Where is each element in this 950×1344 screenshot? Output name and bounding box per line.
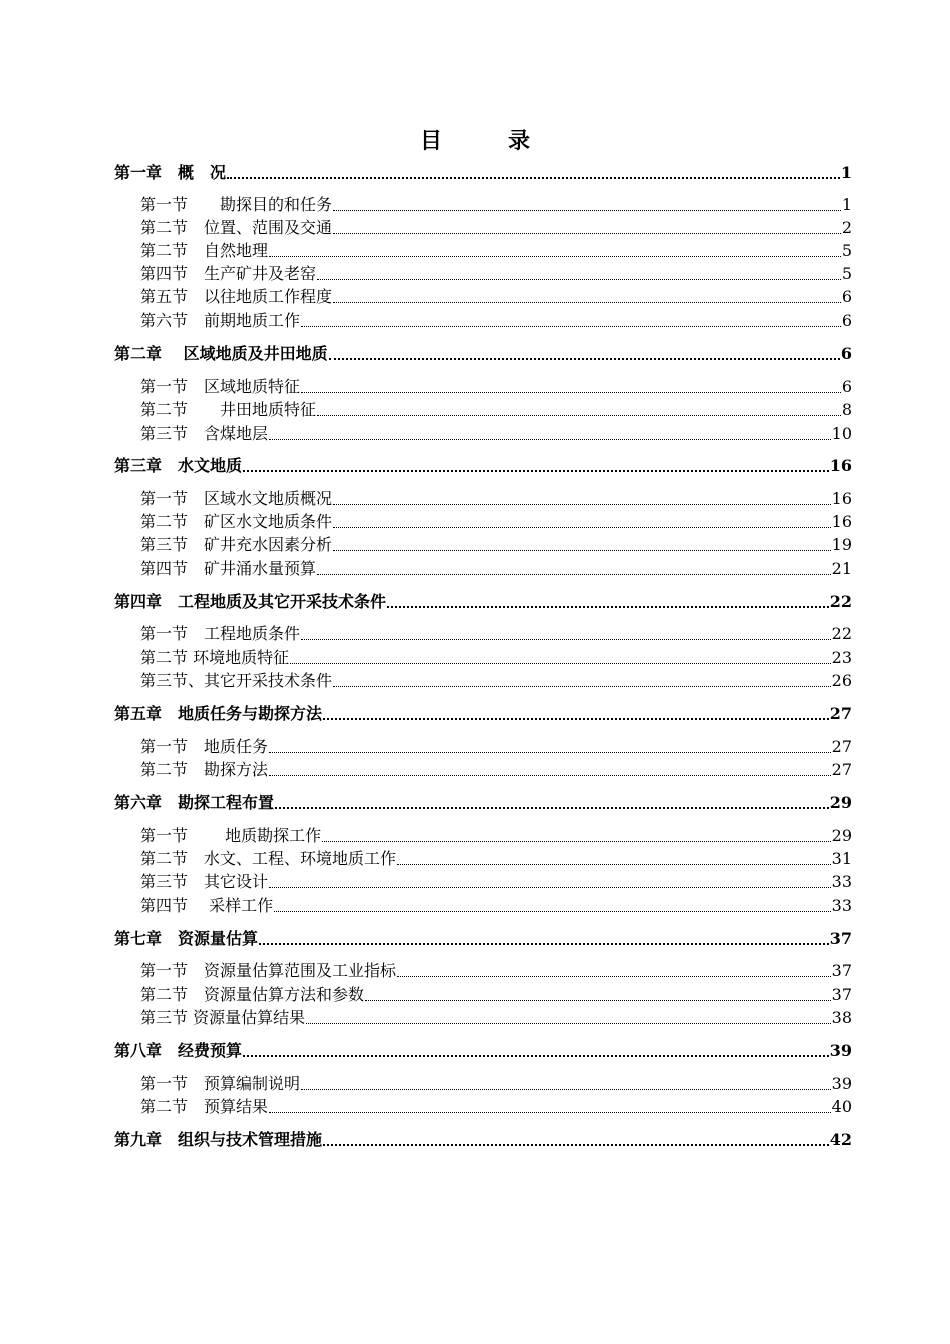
toc-entry-page-number: 16: [831, 489, 852, 508]
toc-section-entry[interactable]: [140, 759, 852, 781]
dot-leader: [243, 1054, 829, 1057]
dot-leader: [269, 438, 831, 440]
toc-section-entry[interactable]: [140, 895, 852, 917]
toc-entry-page-number: 33: [831, 896, 852, 915]
title-char-right: 录: [508, 128, 531, 154]
dot-leader: [333, 503, 831, 505]
toc-section-entry[interactable]: [140, 871, 852, 893]
toc-entry-label: 第一节 工程地质条件: [140, 624, 301, 643]
dot-leader: [269, 1111, 831, 1113]
toc-entry-label: 第二节 资源量估算方法和参数: [140, 985, 365, 1004]
toc-section-entry[interactable]: [140, 670, 852, 692]
toc-entry-label: 第一节 资源量估算范围及工业指标: [140, 961, 397, 980]
toc-entry-label: 第二节 环境地质特征: [140, 648, 290, 667]
toc-entry-label: 第七章 资源量估算: [114, 929, 259, 948]
dot-leader: [259, 942, 829, 945]
toc-entry-label: 第二章 区域地质及井田地质: [114, 344, 328, 363]
toc-section-entry[interactable]: [140, 960, 852, 982]
dot-leader: [243, 469, 829, 472]
dot-leader: [333, 209, 841, 211]
toc-section-entry[interactable]: [140, 511, 852, 533]
toc-section-entry[interactable]: [140, 217, 852, 239]
toc-entry-label: 第四章 工程地质及其它开采技术条件: [114, 592, 387, 611]
dot-leader: [333, 232, 841, 234]
toc-entry-label: 第八章 经费预算: [114, 1041, 243, 1060]
toc-entry-page-number: 31: [831, 849, 852, 868]
toc-entry-page-number: 6: [840, 344, 852, 363]
dot-leader: [306, 1022, 831, 1024]
toc-entry-page-number: 2: [841, 218, 852, 237]
toc-section-entry[interactable]: [140, 647, 852, 669]
toc-entry-label: 第六节 前期地质工作: [140, 311, 301, 330]
toc-entry-page-number: 37: [831, 985, 852, 1004]
toc-section-entry[interactable]: [140, 825, 852, 847]
toc-entry-label: 第二节 水文、工程、环境地质工作: [140, 849, 397, 868]
toc-entry-label: 第二节 矿区水文地质条件: [140, 512, 333, 531]
dot-leader: [333, 549, 831, 551]
dot-leader: [317, 414, 841, 416]
dot-leader: [387, 605, 829, 608]
toc-entry-page-number: 27: [831, 737, 852, 756]
toc-section-entry[interactable]: [140, 194, 852, 216]
dot-leader: [333, 301, 841, 303]
toc-entry-page-number: 29: [829, 793, 852, 812]
toc-entry-page-number: 39: [829, 1041, 852, 1060]
toc-entry-label: 第二节 勘探方法: [140, 760, 269, 779]
toc-section-entry[interactable]: [140, 240, 852, 262]
dot-leader: [227, 176, 840, 179]
toc-entry-page-number: 5: [841, 264, 852, 283]
dot-leader: [317, 278, 841, 280]
dot-leader: [317, 573, 831, 575]
toc-section-entry[interactable]: [140, 534, 852, 556]
toc-chapter-entry[interactable]: [114, 591, 852, 613]
dot-leader: [323, 717, 829, 720]
dot-leader: [333, 526, 831, 528]
toc-entry-label: 第三节 其它设计: [140, 872, 269, 891]
toc-section-entry[interactable]: [140, 488, 852, 510]
toc-entry-page-number: 37: [829, 929, 852, 948]
toc-entry-label: 第二节 位置、范围及交通: [140, 218, 333, 237]
toc-section-entry[interactable]: [140, 1073, 852, 1095]
toc-chapter-entry[interactable]: [114, 1040, 852, 1062]
toc-entry-page-number: 21: [831, 559, 852, 578]
toc-entry-page-number: 42: [829, 1130, 852, 1149]
toc-entry-label: 第五章 地质任务与勘探方法: [114, 704, 323, 723]
dot-leader: [269, 255, 841, 257]
dot-leader: [329, 357, 840, 360]
toc-entry-label: 第五节 以往地质工作程度: [140, 287, 333, 306]
dot-leader: [333, 685, 831, 687]
toc-section-entry[interactable]: [140, 376, 852, 398]
toc-entry-label: 第一节 区域水文地质概况: [140, 489, 333, 508]
dot-leader: [322, 840, 831, 842]
toc-entry-label: 第三节 资源量估算结果: [140, 1008, 306, 1027]
dot-leader: [269, 751, 831, 753]
toc-chapter-entry[interactable]: [114, 792, 852, 814]
toc-entry-page-number: 23: [831, 648, 852, 667]
toc-entry-label: 第一节 地质勘探工作: [140, 826, 322, 845]
toc-entry-label: 第三章 水文地质: [114, 456, 243, 475]
toc-section-entry[interactable]: [140, 1096, 852, 1118]
toc-entry-page-number: 27: [831, 760, 852, 779]
dot-leader: [269, 886, 831, 888]
toc-entry-page-number: 33: [831, 872, 852, 891]
toc-entry-label: 第三节、其它开采技术条件: [140, 671, 333, 690]
toc-chapter-entry[interactable]: [114, 928, 852, 950]
toc-entry-label: 第六章 勘探工程布置: [114, 793, 275, 812]
toc-entry-page-number: 26: [831, 671, 852, 690]
toc-section-entry[interactable]: [140, 984, 852, 1006]
dot-leader: [290, 662, 831, 664]
toc-chapter-entry[interactable]: [114, 1129, 852, 1151]
toc-entry-label: 第一节 勘探目的和任务: [140, 195, 333, 214]
toc-entry-label: 第三节 含煤地层: [140, 424, 269, 443]
toc-entry-page-number: 6: [841, 287, 852, 306]
title-char-left: 目: [419, 128, 442, 154]
dot-leader: [301, 638, 831, 640]
toc-entry-page-number: 16: [829, 456, 852, 475]
toc-section-entry[interactable]: [140, 263, 852, 285]
toc-entry-label: 第二节 预算结果: [140, 1097, 269, 1116]
toc-entry-label: 第三节 矿井充水因素分析: [140, 535, 333, 554]
toc-entry-page-number: 8: [841, 400, 852, 419]
toc-section-entry[interactable]: [140, 558, 852, 580]
toc-entry-page-number: 22: [829, 592, 852, 611]
toc-entry-page-number: 6: [841, 377, 852, 396]
page-title: [0, 126, 950, 156]
dot-leader: [269, 774, 831, 776]
toc-entry-label: 第四节 矿井涌水量预算: [140, 559, 317, 578]
toc-entry-label: 第二节 自然地理: [140, 241, 269, 260]
toc-entry-label: 第一节 区域地质特征: [140, 377, 301, 396]
toc-entry-page-number: 1: [840, 163, 852, 182]
dot-leader: [365, 999, 831, 1001]
toc-chapter-entry[interactable]: [114, 343, 852, 365]
toc-entry-page-number: 29: [831, 826, 852, 845]
toc-section-entry[interactable]: [140, 736, 852, 758]
toc-chapter-entry[interactable]: [114, 703, 852, 725]
toc-entry-page-number: 1: [841, 195, 852, 214]
dot-leader: [323, 1143, 829, 1146]
toc-entry-page-number: 10: [831, 424, 852, 443]
toc-entry-label: 第四节 生产矿井及老窑: [140, 264, 317, 283]
toc-entry-page-number: 38: [831, 1008, 852, 1027]
toc-entry-label: 第四节 采样工作: [140, 896, 274, 915]
toc-entry-page-number: 37: [831, 961, 852, 980]
toc-chapter-entry[interactable]: [114, 162, 852, 184]
toc-section-entry[interactable]: [140, 623, 852, 645]
toc-entry-label: 第二节 井田地质特征: [140, 400, 317, 419]
dot-leader: [397, 863, 831, 865]
toc-section-entry[interactable]: [140, 848, 852, 870]
toc-chapter-entry[interactable]: [114, 455, 852, 477]
dot-leader: [275, 806, 829, 809]
toc-entry-label: 第九章 组织与技术管理措施: [114, 1130, 323, 1149]
toc-entry-page-number: 16: [831, 512, 852, 531]
dot-leader: [397, 975, 831, 977]
dot-leader: [301, 1088, 831, 1090]
toc-entry-label: 第一章 概 况: [114, 163, 227, 182]
dot-leader: [274, 910, 831, 912]
toc-entry-page-number: 39: [831, 1074, 852, 1093]
toc-entry-page-number: 6: [841, 311, 852, 330]
toc-section-entry[interactable]: [140, 286, 852, 308]
dot-leader: [301, 391, 841, 393]
toc-section-entry[interactable]: [140, 310, 852, 332]
toc-section-entry[interactable]: [140, 423, 852, 445]
toc-entry-page-number: 27: [829, 704, 852, 723]
toc-entry-label: 第一节 预算编制说明: [140, 1074, 301, 1093]
toc-entry-label: 第一节 地质任务: [140, 737, 269, 756]
toc-section-entry[interactable]: [140, 399, 852, 421]
toc-entry-page-number: 22: [831, 624, 852, 643]
toc-section-entry[interactable]: [140, 1007, 852, 1029]
toc-entry-page-number: 5: [841, 241, 852, 260]
toc-entry-page-number: 40: [831, 1097, 852, 1116]
dot-leader: [301, 325, 841, 327]
toc-entry-page-number: 19: [831, 535, 852, 554]
